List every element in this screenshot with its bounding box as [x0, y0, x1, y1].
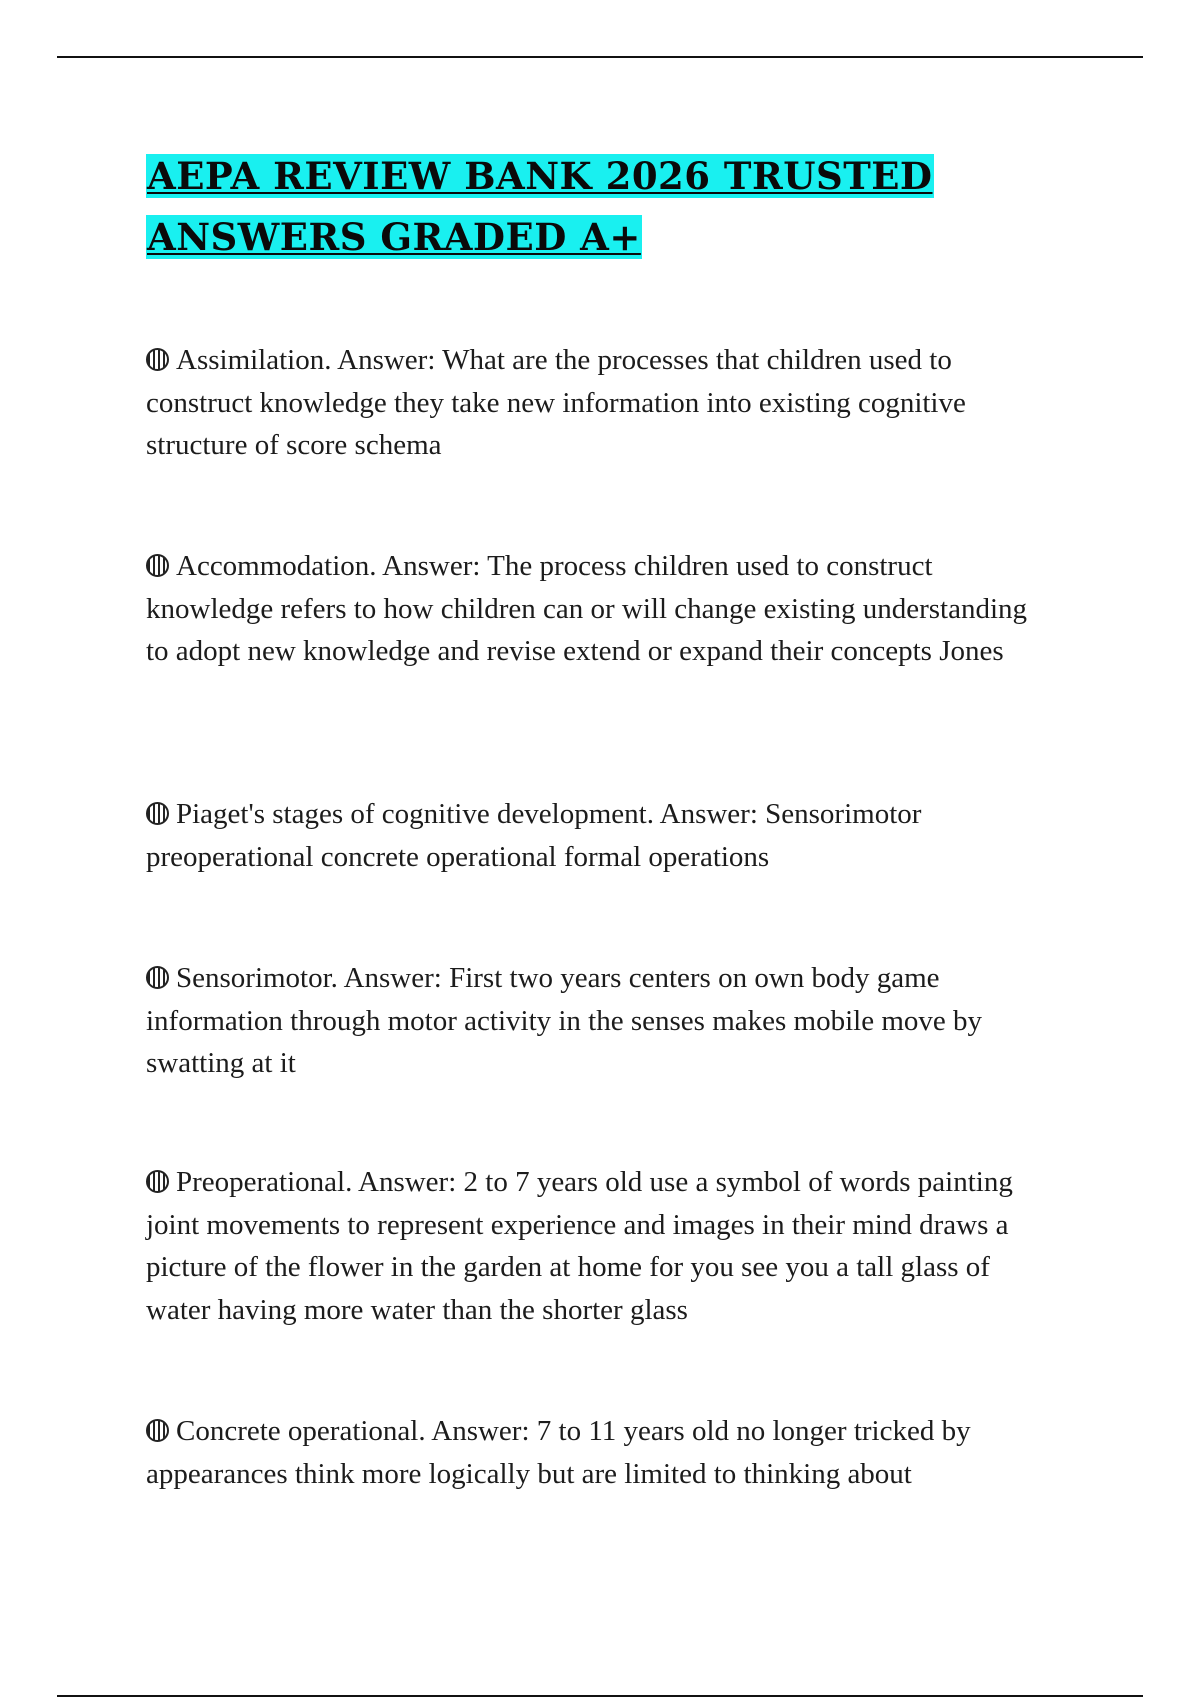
entry-text: Assimilation. Answer: What are the processes that children used to construct knowledge they take new information into existing cognitive structure of score schema — [146, 344, 966, 461]
qa-entry-piaget-stages — [146, 793, 1056, 878]
title-line-1: AEPA REVIEW BANK 2026 TRUSTED — [147, 154, 933, 198]
circle-bullet-icon — [146, 1170, 169, 1193]
qa-entry-sensorimotor — [146, 957, 1056, 1085]
circle-bullet-icon — [146, 554, 169, 577]
entry-text: Sensorimotor. Answer: First two years centers on own body game information through motor activity in the senses makes mobile move by swatting at it — [146, 962, 983, 1079]
circle-bullet-icon — [146, 966, 169, 989]
title-line-2: ANSWERS GRADED A+ — [147, 215, 641, 259]
entry-text: Concrete operational. Answer: 7 to 11 years old no longer tricked by appearances think more logically but are limited to thinking about — [146, 1415, 971, 1490]
qa-entry-concrete-operational — [146, 1410, 1056, 1495]
qa-entry-assimilation — [146, 339, 1056, 467]
circle-bullet-icon — [146, 802, 169, 825]
top-rule — [57, 56, 1143, 58]
circle-bullet-icon — [146, 348, 169, 371]
entry-text: Preoperational. Answer: 2 to 7 years old use a symbol of words painting joint movements to represent experience and images in their mind draws a picture of the flower in the garden at home for you see you a tall glass of water having more water than the shorter glass — [146, 1166, 1013, 1326]
qa-entry-accommodation — [146, 545, 1056, 673]
bottom-rule — [57, 1695, 1143, 1697]
qa-entry-preoperational — [146, 1161, 1056, 1331]
entry-text: Accommodation. Answer: The process children used to construct knowledge refers to how children can or will change existing understanding to adopt new knowledge and revise extend or expand their concepts Jones — [146, 550, 1028, 667]
circle-bullet-icon — [146, 1419, 169, 1442]
page-title — [146, 146, 1046, 268]
entry-text: Piaget's stages of cognitive development. Answer: Sensorimotor preoperational concrete operational formal operations — [146, 798, 922, 873]
